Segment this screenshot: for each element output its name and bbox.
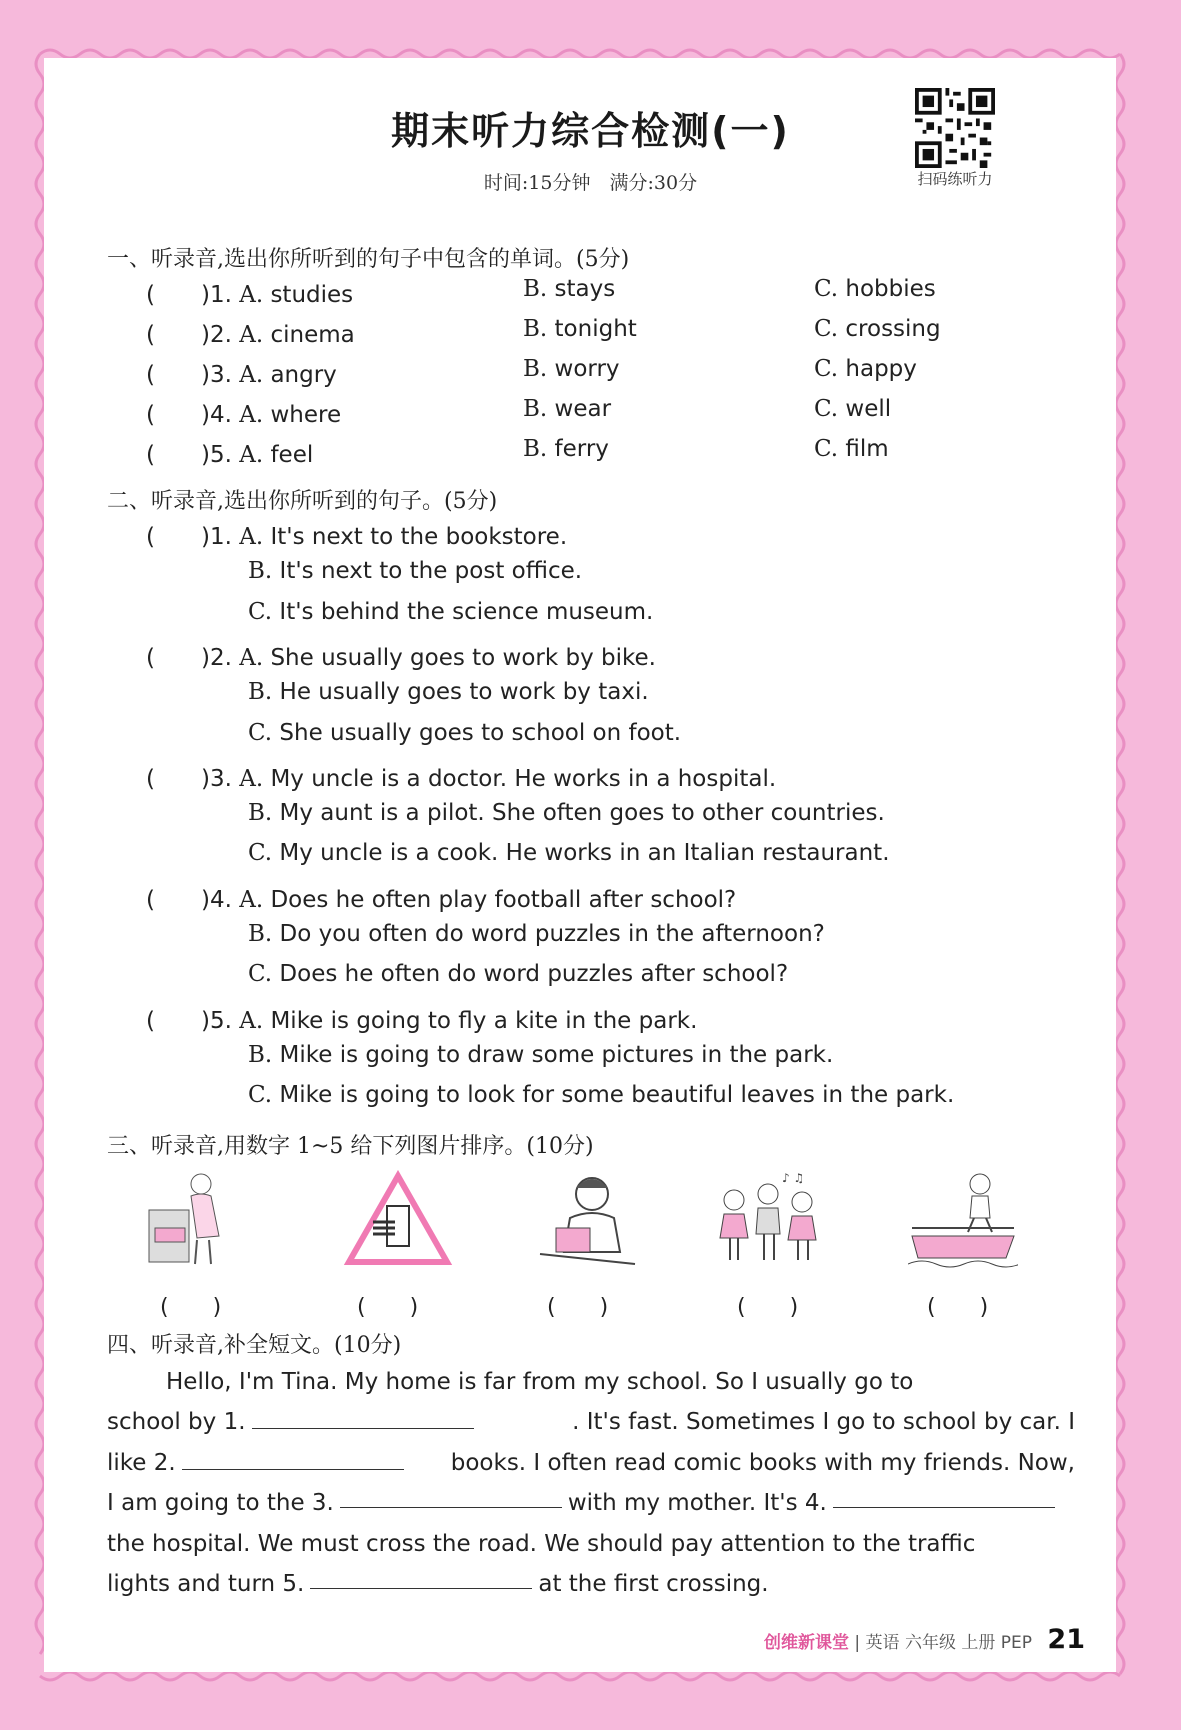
option-a: Mike is going to fly a kite in the park. xyxy=(270,1007,698,1034)
option-c: film xyxy=(845,436,889,462)
option-b-cell xyxy=(523,356,620,382)
option-c: well xyxy=(845,396,892,422)
answer-paren[interactable]: ( xyxy=(146,442,201,468)
option-b: Mike is going to draw some pictures in the park. xyxy=(279,1041,834,1068)
footer-grade: 六年级 xyxy=(904,1633,956,1653)
option-c: hobbies xyxy=(845,276,936,302)
option-b-label: B. xyxy=(523,396,555,422)
option-c: crossing xyxy=(845,316,941,342)
option-c-label: C. xyxy=(814,396,846,422)
option-b-label: B. xyxy=(248,558,280,585)
passage-text: . It's fast. Sometimes I go to school by car. I xyxy=(572,1409,1075,1436)
page-subtitle: 时间:15分钟 满分:30分 xyxy=(483,172,698,194)
question-row xyxy=(146,316,355,349)
passage-line xyxy=(107,1362,1075,1402)
option-c-label: C. xyxy=(814,356,846,382)
option-c-row xyxy=(248,840,890,866)
option-c-cell xyxy=(814,396,891,422)
question-row xyxy=(146,356,337,389)
question-number: )2. xyxy=(200,322,240,348)
option-a-label: A. xyxy=(239,322,271,348)
option-a: studies xyxy=(270,282,354,308)
question-number: )3. xyxy=(200,362,240,388)
option-c: My uncle is a cook. He works in an Italian restaurant. xyxy=(279,840,890,867)
question-row xyxy=(146,518,567,551)
option-b-row xyxy=(248,679,649,705)
option-b-label: B. xyxy=(523,436,555,462)
option-c-label: C. xyxy=(248,719,280,746)
answer-paren[interactable]: ( xyxy=(146,644,201,671)
option-c-label: C. xyxy=(814,436,846,462)
question-row xyxy=(146,881,736,914)
footer-separator: | xyxy=(854,1633,861,1653)
option-b: It's next to the post office. xyxy=(279,558,583,585)
option-c-row xyxy=(248,720,681,746)
footer-subject: 英语 xyxy=(865,1633,900,1653)
question-number: )5. xyxy=(200,442,240,468)
option-b-cell xyxy=(523,316,637,342)
section2-heading: 二、听录音,选出你所听到的句子。(5分) xyxy=(107,489,498,514)
question-row xyxy=(146,1002,697,1035)
answer-paren[interactable]: ( xyxy=(146,282,201,308)
option-b-row xyxy=(248,1042,833,1068)
passage xyxy=(107,1362,1075,1604)
section4-heading: 四、听录音,补全短文。(10分) xyxy=(107,1333,402,1358)
option-a: It's next to the bookstore. xyxy=(270,524,568,550)
question-row xyxy=(146,396,341,429)
question-number: )5. xyxy=(200,1007,240,1034)
option-b-label: B. xyxy=(248,1041,280,1068)
picture-answer-blank[interactable]: ( ) xyxy=(160,1295,222,1320)
picture-traffic-sign-icon xyxy=(343,1170,453,1270)
passage-line xyxy=(107,1524,1075,1564)
question-row xyxy=(146,276,353,309)
answer-blank-1[interactable] xyxy=(252,1404,474,1429)
picture-old-woman-icon xyxy=(143,1170,253,1270)
footer-edition: PEP xyxy=(1000,1633,1033,1653)
option-b: worry xyxy=(554,356,620,382)
passage-text: Hello, I'm Tina. My home is far from my school. So I usually go to xyxy=(166,1369,914,1395)
passage-line xyxy=(107,1402,1075,1442)
option-c-cell xyxy=(814,316,941,342)
picture-boy-reading-icon xyxy=(530,1170,640,1270)
picture-boy-ferry-icon xyxy=(908,1170,1018,1270)
passage-text: school by 1. xyxy=(107,1409,246,1436)
option-a-label: A. xyxy=(239,765,271,792)
page-number: 21 xyxy=(1047,1624,1085,1655)
answer-paren[interactable]: ( xyxy=(146,886,201,913)
footer-brand: 创维新课堂 xyxy=(764,1633,849,1653)
option-a-label: A. xyxy=(239,442,271,468)
passage-text: with my mother. It's 4. xyxy=(567,1490,827,1517)
footer-volume: 上册 xyxy=(961,1633,996,1653)
option-c: She usually goes to school on foot. xyxy=(279,719,682,746)
passage-line xyxy=(107,1443,1075,1483)
option-a: She usually goes to work by bike. xyxy=(270,644,656,671)
option-b-cell xyxy=(523,276,615,302)
option-c-label: C. xyxy=(248,840,280,867)
answer-blank-4[interactable] xyxy=(833,1483,1055,1508)
question-number: )4. xyxy=(200,402,240,428)
option-c-label: C. xyxy=(248,961,280,988)
question-number: )4. xyxy=(200,886,240,913)
option-b: stays xyxy=(554,276,616,302)
answer-paren[interactable]: ( xyxy=(146,362,201,388)
picture-answer-blank[interactable]: ( ) xyxy=(357,1295,419,1320)
option-a-label: A. xyxy=(239,282,271,308)
option-b-label: B. xyxy=(248,800,280,827)
option-a-label: A. xyxy=(239,402,271,428)
option-c-cell xyxy=(814,436,889,462)
passage-text: books. I often read comic books with my friends. Now, xyxy=(450,1449,1075,1476)
option-b: He usually goes to work by taxi. xyxy=(279,679,649,706)
option-c: Does he often do word puzzles after school? xyxy=(279,961,789,988)
section3-heading: 三、听录音,用数字 1~5 给下列图片排序。(10分) xyxy=(107,1134,594,1159)
option-b-label: B. xyxy=(248,921,280,947)
option-b-row xyxy=(248,921,825,947)
option-b-label: B. xyxy=(523,276,555,302)
option-a: Does he often play football after school? xyxy=(270,886,737,913)
answer-paren[interactable]: ( xyxy=(146,1007,201,1034)
option-a: angry xyxy=(270,362,337,388)
answer-paren[interactable]: ( xyxy=(146,402,201,428)
option-a-label: A. xyxy=(239,1007,271,1034)
option-b: tonight xyxy=(554,316,637,342)
answer-blank-5[interactable] xyxy=(310,1564,532,1589)
option-c-row xyxy=(248,1082,954,1108)
option-c-label: C. xyxy=(814,276,846,302)
passage-text: the hospital. We must cross the road. We should pay attention to the traffic xyxy=(107,1530,976,1557)
passage-text: I am going to the 3. xyxy=(107,1490,334,1517)
option-b: wear xyxy=(554,396,612,422)
option-a-label: A. xyxy=(239,644,271,671)
answer-paren[interactable]: ( xyxy=(146,524,201,550)
option-c-label: C. xyxy=(248,1082,280,1109)
option-c-row xyxy=(248,961,788,987)
page-title: 期末听力综合检测(一) xyxy=(391,109,790,153)
option-c-label: C. xyxy=(248,598,280,625)
option-a: feel xyxy=(270,442,314,468)
picture-answer-blank[interactable]: ( ) xyxy=(927,1295,989,1320)
question-row xyxy=(146,639,656,672)
option-c: happy xyxy=(845,356,917,382)
question-number: )1. xyxy=(200,282,240,308)
option-b-label: B. xyxy=(248,679,280,706)
passage-text: like 2. xyxy=(107,1449,176,1476)
option-a-label: A. xyxy=(239,362,271,388)
answer-paren[interactable]: ( xyxy=(146,322,201,348)
option-b-label: B. xyxy=(523,316,555,342)
option-a: My uncle is a doctor. He works in a hospital. xyxy=(270,765,777,792)
question-row xyxy=(146,760,776,793)
answer-paren[interactable]: ( xyxy=(146,765,201,792)
option-a-label: A. xyxy=(239,524,271,550)
passage-text: at the first crossing. xyxy=(538,1570,769,1597)
option-b-row xyxy=(248,558,582,584)
svg-text:♪ ♫: ♪ ♫ xyxy=(782,1171,805,1185)
option-c: It's behind the science museum. xyxy=(279,598,654,625)
option-b: Do you often do word puzzles in the afternoon? xyxy=(279,921,825,947)
option-c-row xyxy=(248,599,653,625)
option-b-row xyxy=(248,800,885,826)
passage-line xyxy=(107,1483,1075,1523)
qr-label: 扫码练听力 xyxy=(917,170,993,188)
option-c: Mike is going to look for some beautiful leaves in the park. xyxy=(279,1082,955,1109)
footer xyxy=(764,1624,1085,1655)
question-row xyxy=(146,436,313,469)
answer-blank-3[interactable] xyxy=(340,1483,562,1508)
passage-line xyxy=(107,1564,1075,1604)
qr-code-icon[interactable] xyxy=(915,88,995,168)
section1-heading: 一、听录音,选出你所听到的句子中包含的单词。(5分) xyxy=(107,247,630,272)
option-b: My aunt is a pilot. She often goes to other countries. xyxy=(279,800,885,827)
passage-text: lights and turn 5. xyxy=(107,1570,305,1597)
option-a: where xyxy=(270,402,342,428)
option-b-cell xyxy=(523,436,609,462)
picture-children-singing-icon xyxy=(712,1170,822,1270)
option-b-cell xyxy=(523,396,611,422)
question-number: )1. xyxy=(200,524,240,550)
option-a: cinema xyxy=(270,322,355,348)
option-b: ferry xyxy=(554,436,609,462)
option-b-label: B. xyxy=(523,356,555,382)
picture-answer-blank[interactable]: ( ) xyxy=(547,1295,609,1320)
question-number: )2. xyxy=(200,644,240,671)
picture-answer-blank[interactable]: ( ) xyxy=(737,1295,799,1320)
option-c-label: C. xyxy=(814,316,846,342)
option-c-cell xyxy=(814,276,936,302)
option-c-cell xyxy=(814,356,917,382)
answer-blank-2[interactable] xyxy=(182,1445,404,1470)
question-number: )3. xyxy=(200,765,240,792)
option-a-label: A. xyxy=(239,886,271,913)
